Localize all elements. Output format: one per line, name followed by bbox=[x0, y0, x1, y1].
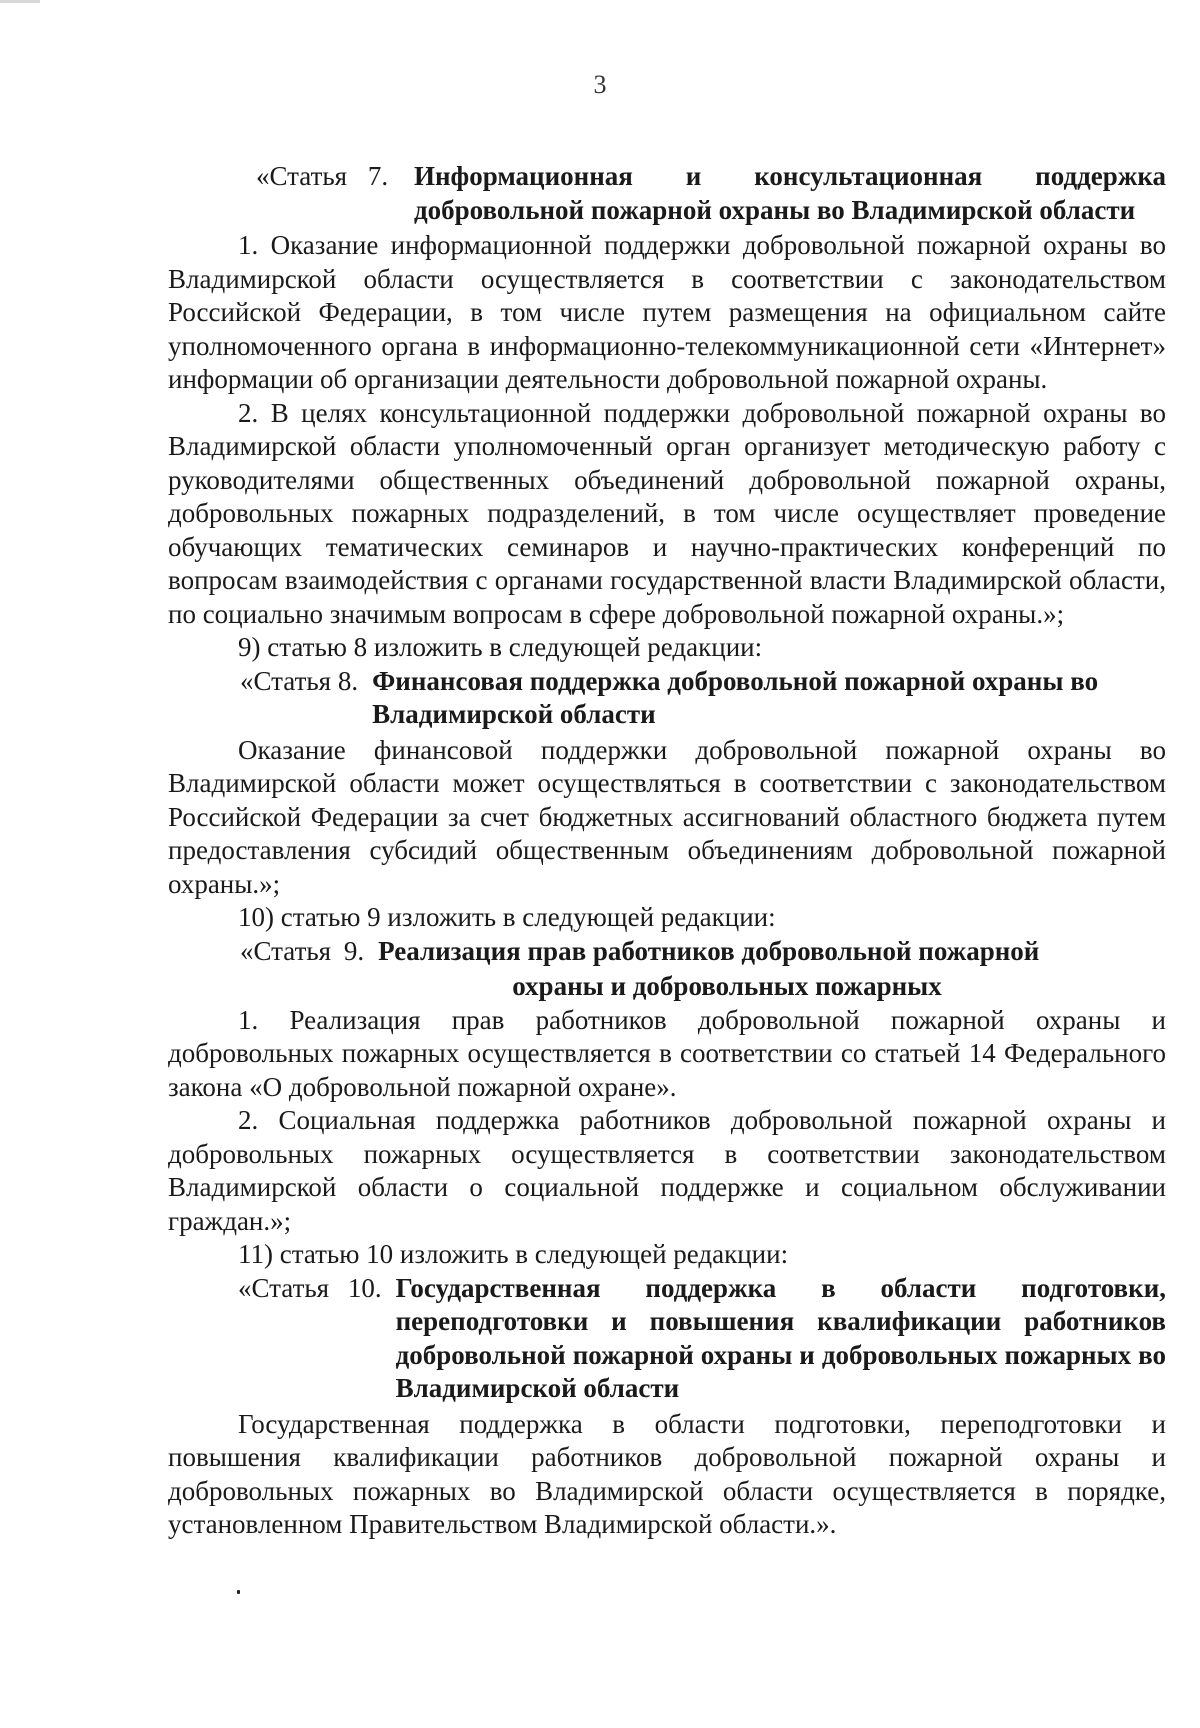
article-9-paragraph-2: 2. Социальная поддержка работников добровольной пожарной охраны и добровольных пожарных осуществляется в соответствии законодательством Владимирской области о социальной поддержке и социальном обслуживании граждан.»; bbox=[168, 1105, 1166, 1236]
article-10-title: Государственная поддержка в области подготовки, переподготовки и повышения квалификации работников добровольной пожарной охраны и добровольных пожарных во Владимирской области bbox=[395, 1272, 1166, 1403]
article-7-paragraph-2: 2. В целях консультационной поддержки добровольной пожарной охраны во Владимирской области уполномоченный орган организует методическую работу с руководителями общественных объединений добровольной пожарной охраны, добровольных пожарных подразделений, в том числе осуществляет проведение обучающих тематических семинаров и научно-практических конференций по вопросам взаимодействия с органами государственной власти Владимирской области, по социально значимым вопросам в сфере добровольной пожарной охраны.»; bbox=[168, 397, 1166, 629]
article-10-heading bbox=[168, 1272, 1166, 1406]
article-9-title bbox=[378, 935, 1166, 969]
article-9-heading bbox=[168, 935, 1166, 969]
page-number: 3 bbox=[593, 70, 607, 99]
amendment-10: 10) статью 9 изложить в следующей редакции: bbox=[238, 902, 776, 932]
article-7-paragraph-1: 1. Оказание информационной поддержки добровольной пожарной охраны во Владимирской области осуществляется в соответствии с законодательством Российской Федерации, в том числе путем размещения на официальном сайте уполномоченного органа в информационно-телекоммуникационной сети «Интернет» информации об организации деятельности добровольной пожарной охраны. bbox=[168, 230, 1166, 394]
document-body bbox=[168, 160, 1166, 1542]
amendment-11: 11) статью 10 изложить в следующей редакции: bbox=[238, 1239, 789, 1269]
amendment-9: 9) статью 8 изложить в следующей редакции: bbox=[238, 632, 763, 662]
article-7-heading bbox=[168, 160, 1166, 227]
article-8-heading bbox=[168, 665, 1166, 732]
article-8-paragraph-1: Оказание финансовой поддержки добровольной пожарной охраны во Владимирской области может осуществляться в соответствии с законодательством Российской Федерации за счет бюджетных ассигнований областного бюджета путем предоставления субсидий общественным объединениям добровольной пожарной охраны.»; bbox=[168, 734, 1166, 899]
article-7-title: Информационная и консультационная поддержка добровольной пожарной охраны во Владимирской области bbox=[414, 161, 1166, 225]
scan-speck bbox=[237, 1590, 240, 1594]
article-9-title-line-2-row bbox=[168, 970, 1166, 1004]
article-9-paragraph-1: 1. Реализация прав работников добровольной пожарной охраны и добровольных пожарных осуществляется в соответствии со статьей 14 Федерального закона «О добровольной пожарной охране». bbox=[168, 1004, 1166, 1102]
article-10-label: «Статья 10. bbox=[238, 1272, 382, 1303]
article-9-title-line-2: охраны и добровольных пожарных bbox=[512, 971, 942, 1001]
article-7-label: «Статья 7. bbox=[256, 161, 389, 191]
article-10-paragraph-1: Государственная поддержка в области подготовки, переподготовки и повышения квалификации работников добровольной пожарной охраны и добровольных пожарных во Владимирской области осуществляется в порядке, установленном Правительством Владимирской области.». bbox=[168, 1408, 1166, 1539]
article-9-label: «Статья 9. bbox=[240, 935, 365, 966]
article-8-label: «Статья 8. bbox=[240, 665, 359, 696]
scan-edge-mark bbox=[0, 0, 40, 3]
article-8-title: Финансовая поддержка добровольной пожарной охраны во Владимирской области bbox=[372, 665, 1099, 729]
article-9-title-line-1: Реализация прав работников добровольной пожарной bbox=[378, 935, 1040, 966]
